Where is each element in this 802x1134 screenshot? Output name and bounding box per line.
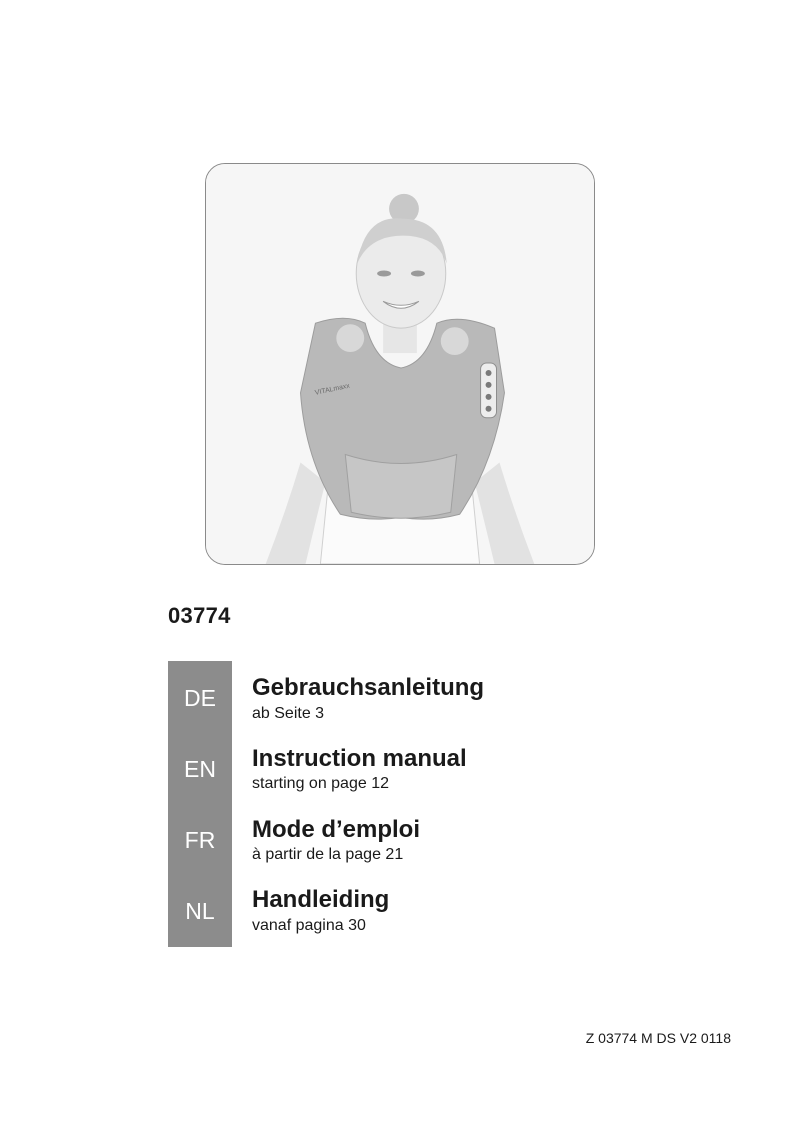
- manual-title-en: Instruction manual: [252, 745, 467, 772]
- manual-page-nl: vanaf pagina 30: [252, 917, 366, 934]
- manual-page-fr: à partir de la page 21: [252, 846, 404, 863]
- language-code-fr: FR: [184, 827, 216, 853]
- neck-massager-illustration: [206, 164, 594, 564]
- language-code-en: EN: [184, 756, 216, 782]
- language-code-de: DE: [184, 685, 216, 711]
- manual-title-nl: Handleiding: [252, 886, 390, 913]
- document-code: Z 03774 M DS V2 0118: [585, 1030, 731, 1046]
- language-code-nl: NL: [185, 898, 215, 924]
- manual-title-de: Gebrauchsanleitung: [252, 674, 485, 701]
- manual-page-de: ab Seite 3: [252, 705, 325, 722]
- manual-title-fr: Mode d’emploi: [252, 816, 420, 843]
- product-photo: [205, 163, 595, 565]
- brand-label: VITALmaxx: [314, 382, 351, 397]
- product-number: 03774: [168, 603, 231, 628]
- manual-page-en: starting on page 12: [252, 775, 389, 792]
